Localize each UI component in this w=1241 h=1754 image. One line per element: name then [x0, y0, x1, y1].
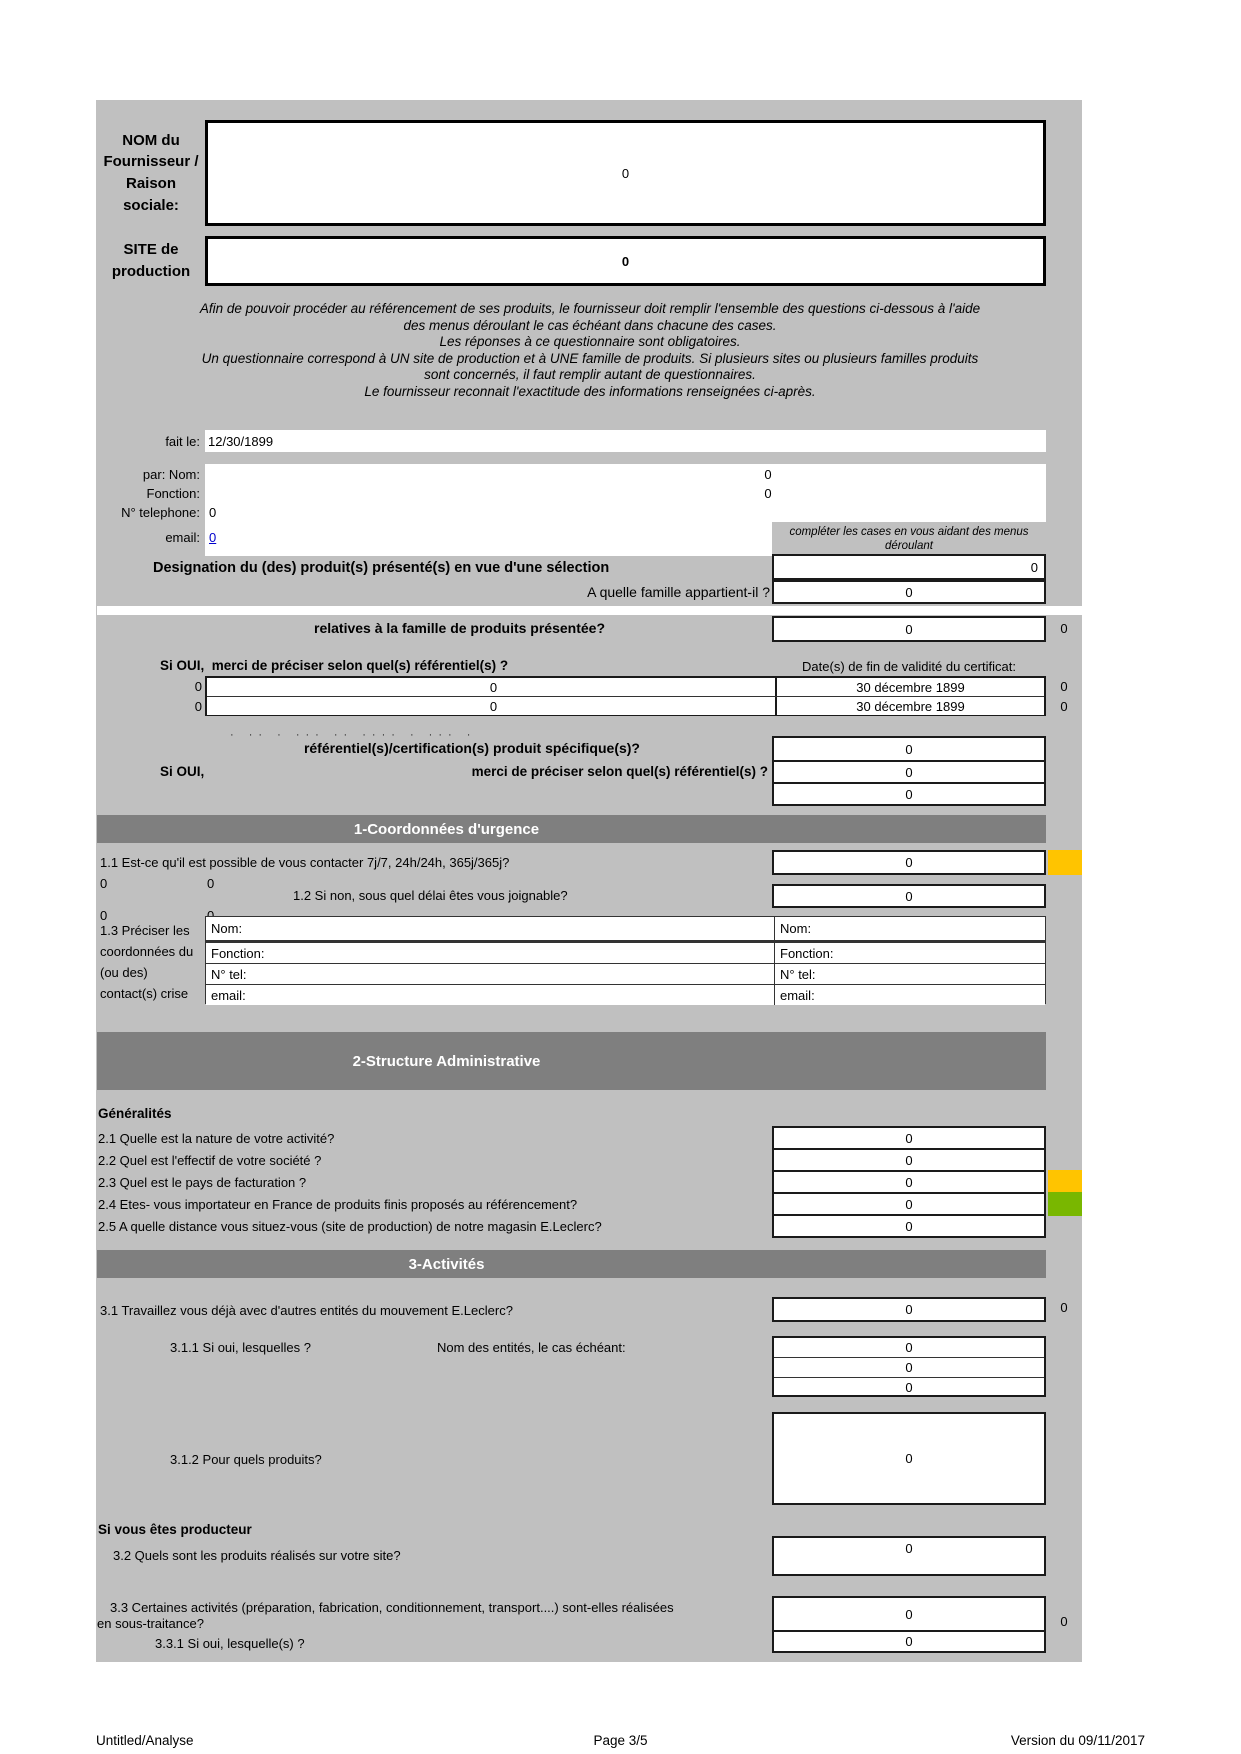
- q2-3-value: 0: [905, 1174, 913, 1190]
- q3-3-field[interactable]: [772, 1596, 1046, 1632]
- cert-row1-extra-value: 0: [1060, 679, 1068, 694]
- par-nom-value[interactable]: 0: [764, 467, 772, 482]
- cert-date-1[interactable]: 30 décembre 1899: [775, 678, 1044, 696]
- q1-1-highlight-cell: [1048, 850, 1082, 875]
- certificate-row[interactable]: [207, 697, 1044, 715]
- intro-line-4: Un questionnaire correspond à UN site de production et à UNE famille de produits. Si plusieurs sites ou plusieurs familles produits: [201, 350, 979, 366]
- fait-le-field[interactable]: [205, 430, 1046, 452]
- fonction-label: Fonction:: [146, 486, 200, 501]
- relatives-value: 0: [905, 621, 913, 637]
- fait-le-value: 12/30/1899: [208, 433, 274, 449]
- q3-1-2-label: 3.1.2 Pour quels produits?: [170, 1452, 322, 1467]
- clipped-text-row: [230, 729, 790, 733]
- si-oui-row: [160, 658, 508, 673]
- contact-tel-left[interactable]: N° tel:: [211, 966, 247, 982]
- contact-fonction-left[interactable]: Fonction:: [211, 945, 265, 961]
- cert-row2-extra-value: 0: [1060, 699, 1068, 714]
- contact-tel-right[interactable]: N° tel:: [774, 964, 1045, 984]
- contact-email-left[interactable]: email:: [211, 987, 246, 1003]
- clipped-zero: [100, 910, 112, 915]
- intro-line-3: Les réponses à ce questionnaire sont obligatoires.: [439, 334, 741, 349]
- q3-1-2-value: 0: [905, 1451, 913, 1466]
- q2-2-value: 0: [905, 1152, 913, 1168]
- si-oui2-label: Si OUI,: [160, 764, 205, 779]
- q1-2-label: 1.2 Si non, sous quel délai êtes vous joignable?: [293, 888, 568, 903]
- contact-row-fonction[interactable]: [206, 943, 1045, 964]
- q3-3-1-label: 3.3.1 Si oui, lesquelle(s) ?: [155, 1636, 305, 1651]
- q2-4-label: 2.4 Etes- vous importateur en France de produits finis proposés au référencement?: [98, 1197, 578, 1212]
- helper-note: compléter les cases en vous aidant des menus déroulant: [772, 522, 1046, 556]
- contact-row-email[interactable]: [206, 985, 1045, 1005]
- relatives-extra-value: 0: [1060, 621, 1068, 636]
- specifique-field[interactable]: [772, 736, 1046, 762]
- q3-3-1-field[interactable]: [772, 1630, 1046, 1653]
- cert-referentiel-2[interactable]: 0: [489, 698, 498, 714]
- email-value-link[interactable]: 0: [209, 530, 217, 545]
- q3-1-field[interactable]: [772, 1297, 1046, 1322]
- cert-referentiel-1[interactable]: 0: [489, 679, 498, 695]
- contact-nom-right[interactable]: Nom:: [774, 917, 1045, 940]
- generalites-subtitle: Généralités: [98, 1106, 172, 1121]
- q2-3-highlight-cell: [1048, 1170, 1082, 1194]
- contact-email-right[interactable]: email:: [774, 985, 1045, 1005]
- contact-nom-left[interactable]: Nom:: [211, 921, 243, 936]
- q2-4-value: 0: [905, 1196, 913, 1212]
- production-site-field[interactable]: [205, 236, 1046, 286]
- date-validite-label: Date(s) de fin de validité du certificat:: [802, 659, 1016, 674]
- specifique-question: référentiel(s)/certification(s) produit spécifique(s)?: [303, 740, 640, 756]
- email-white-block[interactable]: [205, 522, 772, 556]
- producteur-label: Si vous êtes producteur: [98, 1522, 252, 1537]
- intro-line-2: des menus déroulant le cas échéant dans chacune des cases.: [403, 317, 777, 333]
- entite-field-3[interactable]: 0: [905, 1379, 913, 1395]
- q2-2-field[interactable]: [772, 1148, 1046, 1172]
- supplier-name-label: NOM du Fournisseur / Raison sociale:: [103, 131, 199, 214]
- par-nom-label: par: Nom:: [142, 467, 200, 482]
- designation-field[interactable]: [772, 554, 1046, 580]
- clipped-zero: [207, 910, 219, 915]
- q2-1-value: 0: [905, 1130, 913, 1146]
- section1-header: 1-Coordonnées d'urgence: [97, 815, 1046, 843]
- q2-1-field[interactable]: [772, 1126, 1046, 1150]
- q3-3-label: 3.3 Certaines activités (préparation, fabrication, conditionnement, transport....) sont-elles réalisées en sous-traitance?: [97, 1600, 674, 1632]
- q3-1-1-label: 3.1.1 Si oui, lesquelles ?: [170, 1340, 311, 1355]
- famille-value: 0: [905, 584, 913, 600]
- relatives-field[interactable]: [772, 616, 1046, 642]
- intro-line-5: sont concernés, il faut remplir autant de questionnaires.: [424, 367, 756, 382]
- contact-white-block[interactable]: [205, 464, 1046, 522]
- q2-5-label: 2.5 A quelle distance vous situez-vous (site de production) de notre magasin E.Leclerc?: [98, 1219, 602, 1234]
- q3-3-1-value: 0: [905, 1634, 913, 1649]
- q3-1-2-field[interactable]: [772, 1412, 1046, 1505]
- clipped-zero: [207, 878, 219, 883]
- intro-line-1: Afin de pouvoir procéder au référencement de ses produits, le fournisseur doit remplir l'ensemble des questions ci-dessous à l'aide: [199, 301, 981, 316]
- q2-2-label: 2.2 Quel est l'effectif de votre société ?: [98, 1153, 322, 1168]
- q1-3-label: 1.3 Préciser les coordonnées du (ou des) contact(s) crise: [100, 923, 194, 1001]
- entites-label: Nom des entités, le cas échéant:: [437, 1340, 626, 1355]
- fait-le-label: fait le:: [165, 434, 200, 449]
- q1-2-field[interactable]: [772, 884, 1046, 908]
- famille-field[interactable]: [772, 580, 1046, 604]
- email-label: email:: [165, 530, 200, 545]
- section2-header: 2-Structure Administrative: [97, 1032, 1046, 1090]
- q3-2-field[interactable]: [772, 1536, 1046, 1576]
- q2-5-value: 0: [905, 1218, 913, 1234]
- q2-4-field[interactable]: [772, 1192, 1046, 1216]
- footer-document-name: Untitled/Analyse: [96, 1733, 194, 1748]
- crisis-contact-table: [205, 916, 1046, 1004]
- referentiel2-value-2: 0: [905, 786, 913, 802]
- production-site-label: SITE de production: [111, 241, 191, 280]
- section3-header: 3-Activités: [97, 1250, 1046, 1278]
- q3-3-value: 0: [905, 1606, 913, 1622]
- q3-1-extra-value: 0: [1060, 1300, 1068, 1315]
- production-site-value: 0: [621, 253, 630, 269]
- entite-field-2[interactable]: 0: [774, 1358, 1044, 1378]
- certificate-row[interactable]: [207, 678, 1044, 697]
- q2-5-field[interactable]: [772, 1214, 1046, 1238]
- referentiel2-question: merci de préciser selon quel(s) référentiel(s) ?: [471, 764, 768, 779]
- hidden-row-strip: [97, 606, 1082, 615]
- specifique-value: 0: [905, 741, 913, 757]
- footer-version: Version du 09/11/2017: [1010, 1733, 1145, 1748]
- contact-row-tel[interactable]: [206, 964, 1045, 985]
- relatives-question: relatives à la famille de produits présentée?: [314, 620, 605, 636]
- designation-value: 0: [1030, 559, 1038, 575]
- q1-1-field[interactable]: [772, 850, 1046, 875]
- contact-row-nom[interactable]: [206, 917, 1045, 943]
- footer-page-number: Page 3/5: [593, 1733, 648, 1748]
- q2-4-highlight-cell: [1048, 1192, 1082, 1216]
- q3-2-value: 0: [905, 1541, 913, 1556]
- q2-3-label: 2.3 Quel est le pays de facturation ?: [98, 1175, 307, 1190]
- q1-1-value: 0: [905, 855, 913, 870]
- supplier-name-field[interactable]: [205, 120, 1046, 226]
- q3-1-value: 0: [905, 1302, 913, 1317]
- fonction-value[interactable]: 0: [764, 486, 772, 501]
- q1-2-value: 0: [905, 888, 913, 904]
- supplier-name-value: 0: [621, 165, 630, 181]
- q3-3-extra-value: 0: [1060, 1614, 1068, 1629]
- q1-1-label: 1.1 Est-ce qu'il est possible de vous contacter 7j/7, 24h/24h, 365j/365j?: [100, 855, 510, 870]
- si-oui-label: Si OUI,: [160, 658, 205, 673]
- cert-row1-left-value: 0: [194, 679, 202, 694]
- clipped-zero: [100, 878, 112, 883]
- cert-date-2[interactable]: 30 décembre 1899: [775, 697, 1044, 715]
- designation-title: Designation du (des) produit(s) présenté(s) en vue d'une sélection: [153, 560, 610, 576]
- intro-line-6: Le fournisseur reconnait l'exactitude des informations renseignées ci-après.: [364, 383, 816, 399]
- q2-3-field[interactable]: [772, 1170, 1046, 1194]
- certificate-table: [205, 676, 1046, 716]
- intro-paragraph: [100, 301, 1080, 400]
- referentiel2-field-2[interactable]: [772, 782, 1046, 806]
- q3-2-label: 3.2 Quels sont les produits réalisés sur votre site?: [113, 1548, 401, 1563]
- q2-1-label: 2.1 Quelle est la nature de votre activité?: [98, 1131, 335, 1146]
- contact-fonction-right[interactable]: Fonction:: [774, 943, 1045, 963]
- famille-question: A quelle famille appartient-il ?: [587, 584, 770, 600]
- referentiel2-value-1: 0: [905, 764, 913, 780]
- cert-row2-left-value: 0: [194, 699, 202, 714]
- referentiel2-field-1[interactable]: [772, 760, 1046, 784]
- referentiel-question: merci de préciser selon quel(s) référentiel(s) ?: [211, 658, 509, 673]
- entites-table: [772, 1336, 1046, 1397]
- telephone-value[interactable]: 0: [209, 505, 217, 520]
- q3-1-label: 3.1 Travaillez vous déjà avec d'autres entités du mouvement E.Leclerc?: [100, 1303, 513, 1318]
- telephone-label: N° telephone:: [121, 505, 200, 520]
- entite-field-1[interactable]: 0: [774, 1338, 1044, 1358]
